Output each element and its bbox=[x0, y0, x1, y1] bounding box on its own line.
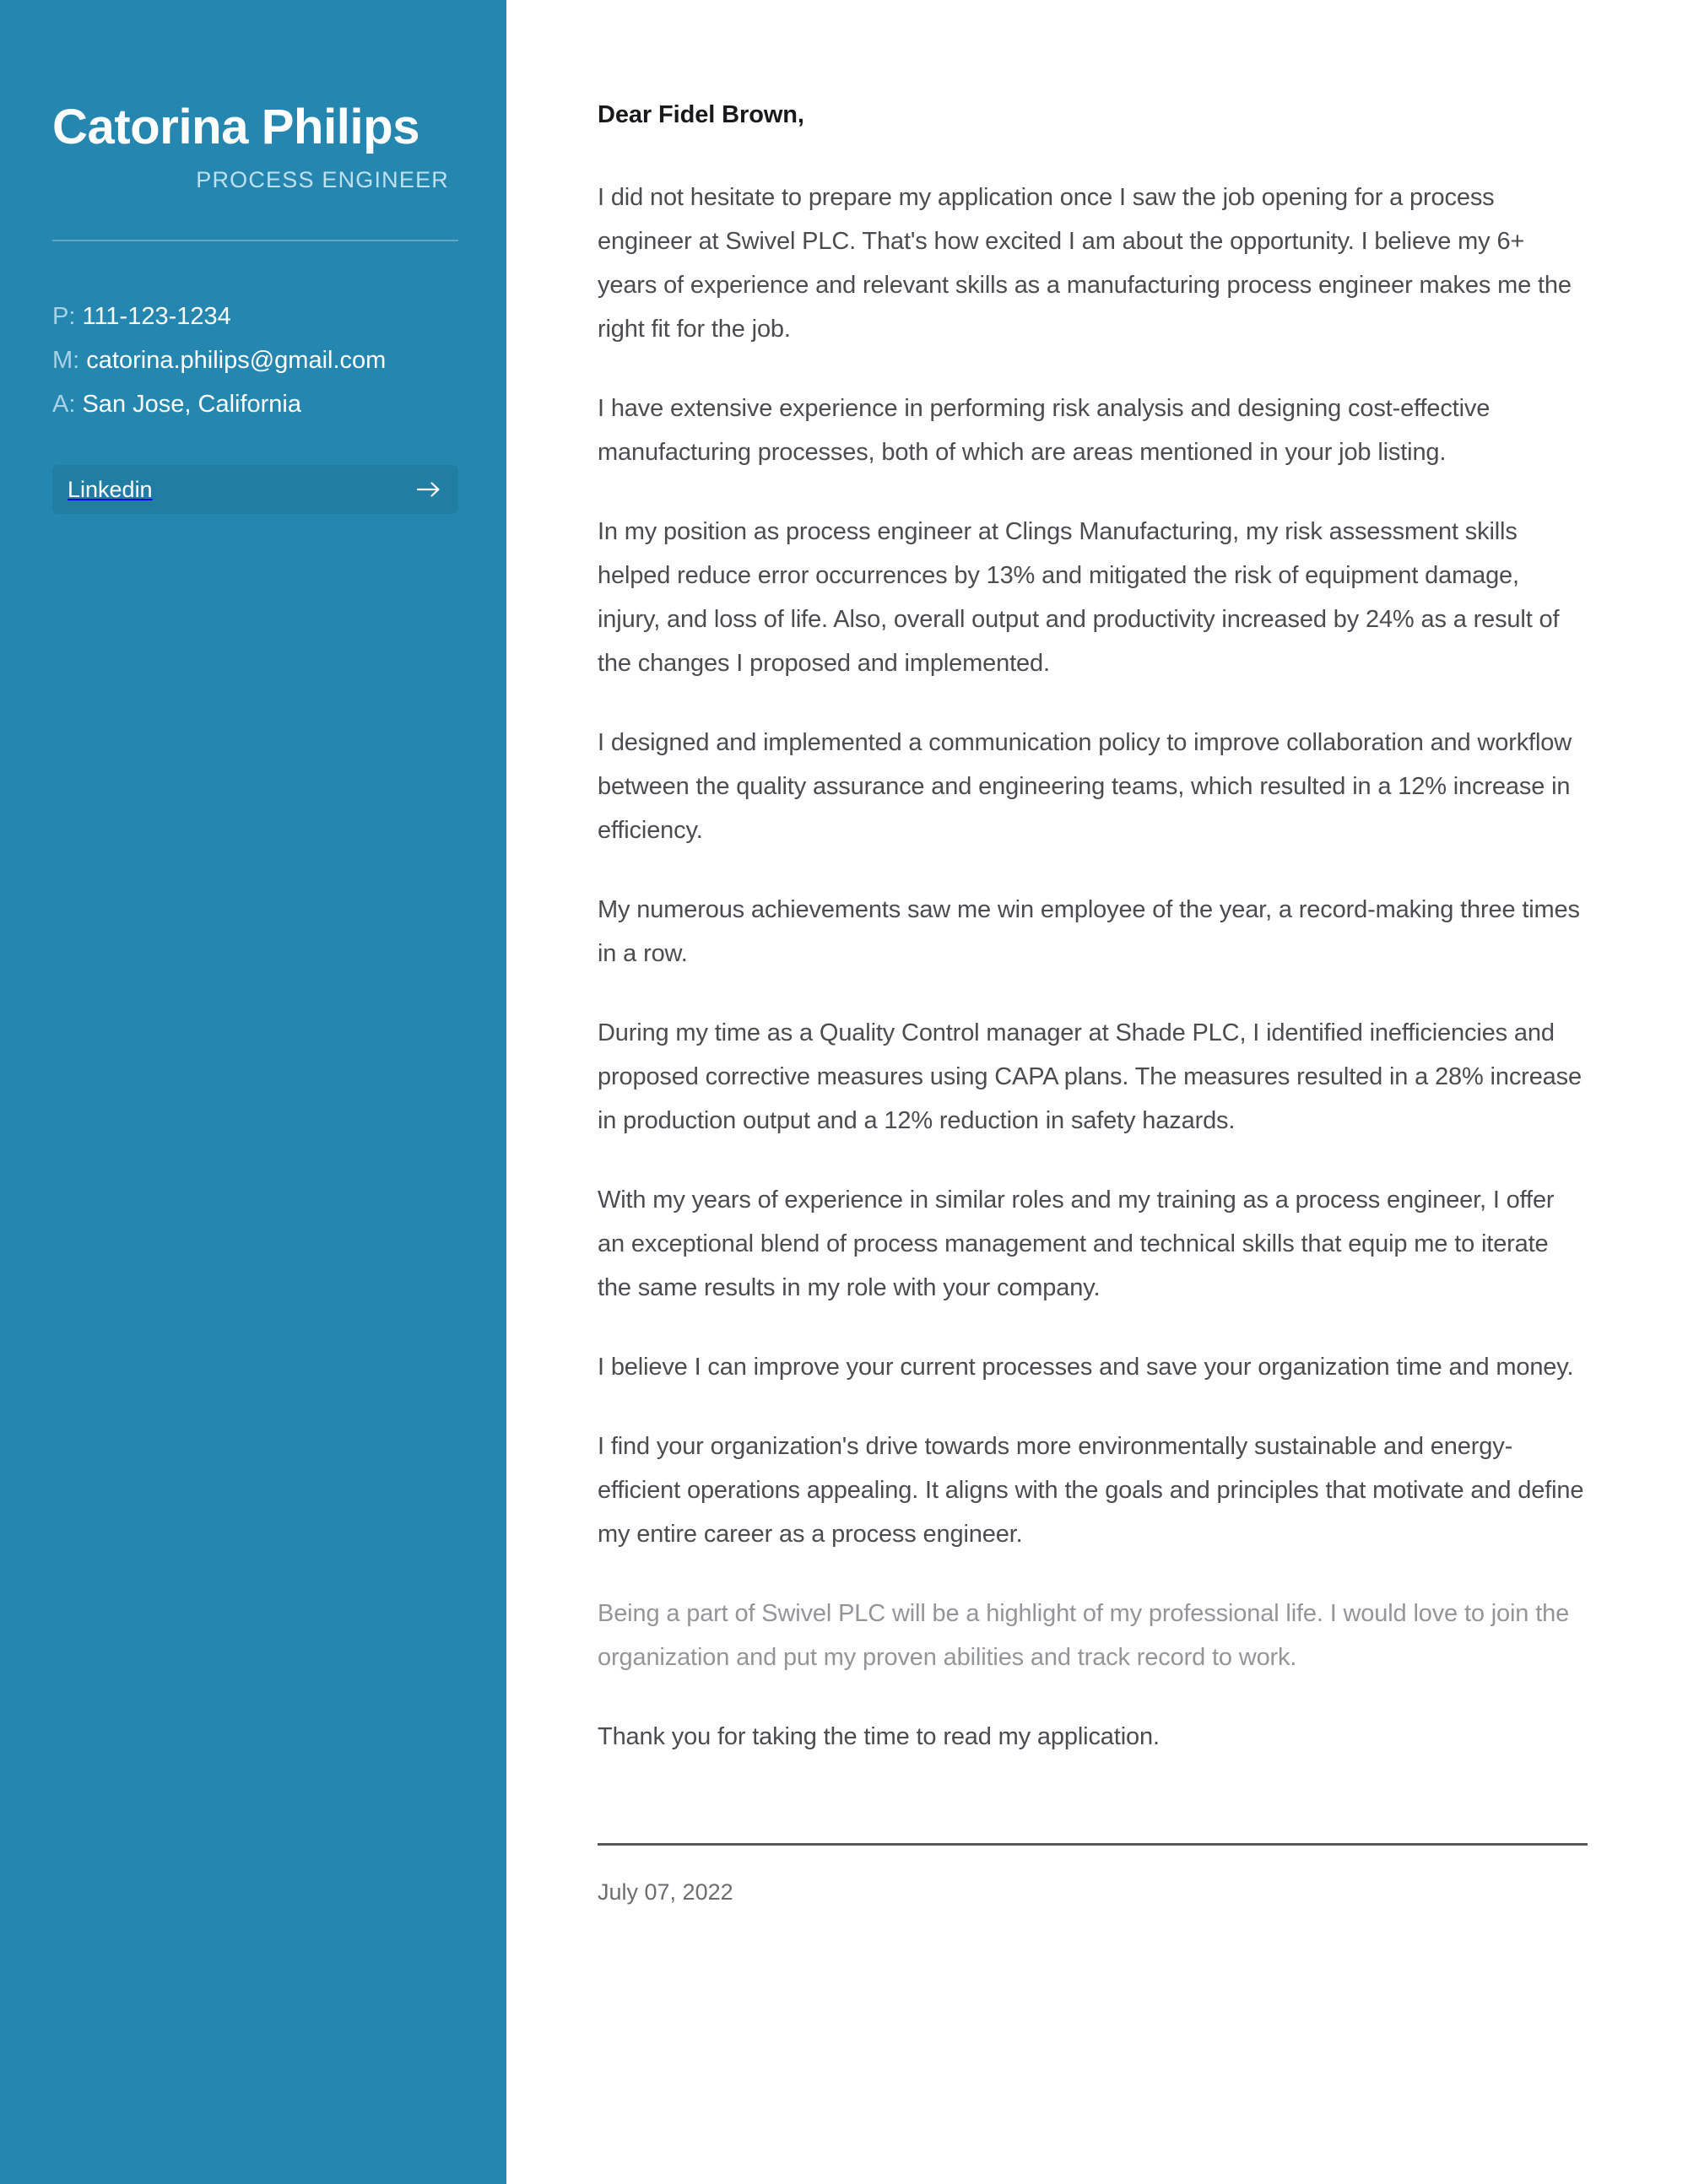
sidebar bbox=[0, 0, 506, 2184]
letter-paragraph: I have extensive experience in performing risk analysis and designing cost-effective manufacturing processes, both of which are areas mentioned in your job listing. bbox=[598, 395, 1491, 466]
candidate-job-title: PROCESS ENGINEER bbox=[196, 167, 449, 192]
letter-paragraph: I believe I can improve your current processes and save your organization time and money. bbox=[598, 1354, 1574, 1381]
letter-paragraph: With my years of experience in similar roles and my training as a process engineer, I offer an exceptional blend of process management and technical skills that equip me to iterate the same results in my role with your company. bbox=[598, 1187, 1555, 1301]
contact-value-address: San Jose, California bbox=[82, 391, 301, 418]
contact-details-list bbox=[52, 295, 457, 426]
letter-paragraph: In my position as process engineer at Clings Manufacturing, my risk assessment skills helped reduce error occurrences by 13% and mitigated the risk of equipment damage, injury, and loss of life. Also, overall output and productivity increased by 24% as a result of the changes I proposed and implemented. bbox=[598, 518, 1560, 677]
letter-body bbox=[506, 0, 1688, 2184]
sidebar-divider bbox=[52, 240, 458, 241]
letter-paragraph: I find your organization's drive towards more environmentally sustainable and energy-efficient operations appealing. It aligns with the goals and principles that motivate and define my entire career as a process engineer. bbox=[598, 1433, 1584, 1548]
contact-row-email bbox=[52, 338, 457, 382]
linkedin-label: Linkedin bbox=[68, 476, 153, 502]
identity-block bbox=[52, 0, 457, 194]
contact-row-address bbox=[52, 382, 457, 426]
letter-paragraph: Thank you for taking the time to read my application. bbox=[598, 1723, 1160, 1750]
letter-paragraph: During my time as a Quality Control manager at Shade PLC, I identified inefficiencies and proposed corrective measures using CAPA plans. The measures resulted in a 28% increase in production output and a 12% reduction in safety hazards. bbox=[598, 1019, 1582, 1134]
letter-paragraph: I did not hesitate to prepare my application once I saw the job opening for a process engineer at Swivel PLC. That's how excited I am about the opportunity. I believe my 6+ years of experience and relevant skills as a manufacturing process engineer makes me the right fit for the job. bbox=[598, 184, 1572, 343]
sidebar-content bbox=[0, 0, 506, 514]
arrow-right-icon bbox=[416, 480, 441, 499]
letter-salutation: Dear Fidel Brown, bbox=[598, 101, 804, 128]
contact-value-email: catorina.philips@gmail.com bbox=[86, 347, 387, 374]
linkedin-link-button[interactable] bbox=[52, 465, 458, 514]
letter-paragraph: Being a part of Swivel PLC will be a highlight of my professional life. I would love to join the organization and put my proven abilities and track record to work. bbox=[598, 1600, 1570, 1671]
contact-label-address: A: bbox=[52, 391, 76, 418]
signature-date: July 07, 2022 bbox=[598, 1879, 733, 1905]
contact-label-phone: P: bbox=[52, 303, 76, 330]
contact-row-phone bbox=[52, 295, 457, 338]
signature-rule bbox=[598, 1843, 1588, 1846]
candidate-name: Catorina Philips bbox=[52, 100, 420, 154]
contact-label-email: M: bbox=[52, 347, 80, 374]
letter-paragraph: My numerous achievements saw me win employee of the year, a record-making three times in a row. bbox=[598, 896, 1580, 967]
contact-value-phone: 111-123-1234 bbox=[82, 303, 231, 330]
letter-paragraph: I designed and implemented a communication policy to improve collaboration and workflow between the quality assurance and engineering teams, which resulted in a 12% increase in efficiency. bbox=[598, 729, 1572, 844]
